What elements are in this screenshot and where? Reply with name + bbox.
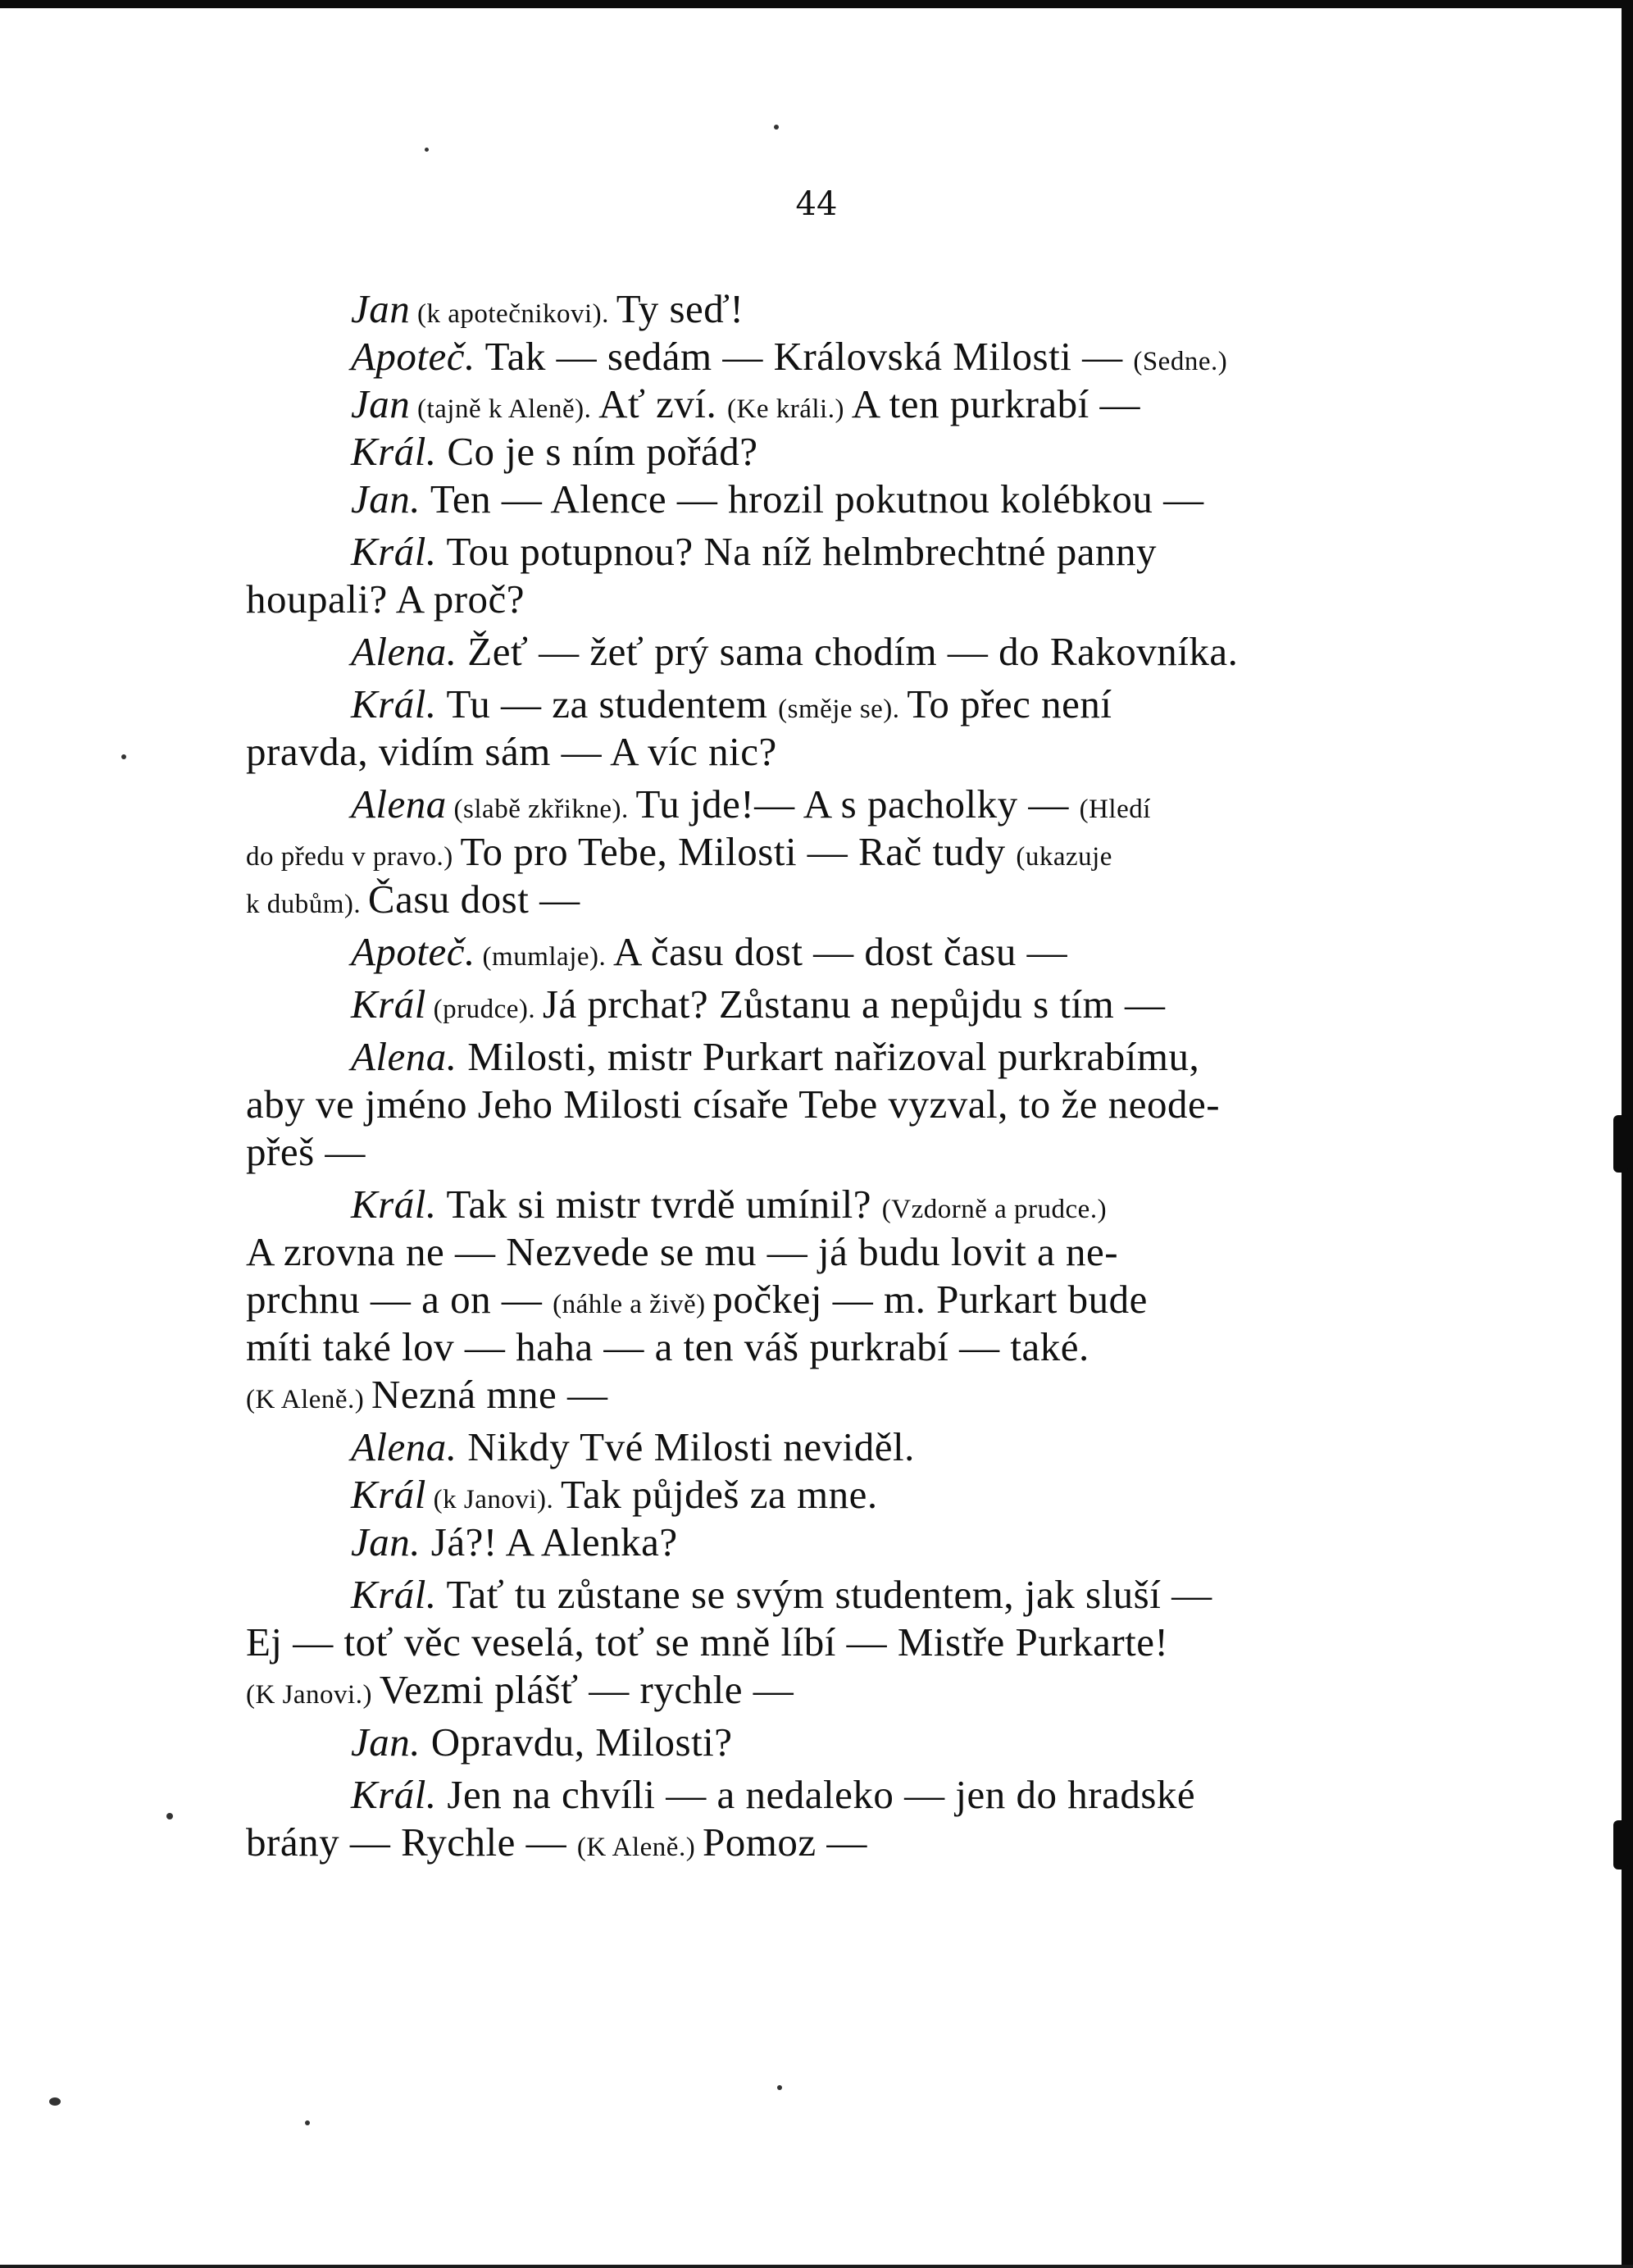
dialogue-text: Nikdy Tvé Milosti neviděl. xyxy=(457,1424,915,1469)
text-line xyxy=(246,1666,1394,1714)
scan-speck xyxy=(425,148,429,152)
stage-direction: (tajně k Aleně). xyxy=(410,394,599,424)
dialogue-text: Tak — sedám — Královská Milosti — xyxy=(475,334,1134,379)
speaker-name: Alena. xyxy=(351,1034,457,1079)
stage-direction: (Vzdorně a prudce.) xyxy=(881,1195,1108,1224)
speaker-name: Král. xyxy=(351,681,437,726)
text-line xyxy=(246,828,1394,876)
scan-border-bottom xyxy=(0,2265,1633,2268)
speaker-name: Apoteč. xyxy=(351,334,475,379)
dialogue-text: Já?! A Alenka? xyxy=(421,1519,678,1564)
text-line xyxy=(246,928,1394,976)
text-line xyxy=(246,476,1394,523)
text-line xyxy=(246,876,1394,923)
speaker-name: Alena xyxy=(351,781,447,827)
dialogue-text: pravda, vidím sám — A víc nic? xyxy=(246,729,777,774)
dialogue-text: Tu jde!— A s pacholky — xyxy=(635,781,1080,827)
speaker-name: Alena. xyxy=(351,1424,457,1469)
scan-speck xyxy=(49,2097,61,2106)
dialogue-text: A ten purkrabí — xyxy=(851,381,1141,426)
dialogue-text: A zrovna ne — Nezvede se mu — já budu lovit a ne- xyxy=(246,1229,1119,1274)
dialogue-text: Jen na chvíli — a nedaleko — jen do hradské xyxy=(436,1772,1196,1817)
dialogue-text: Tou potupnou? Na níž helmbrechtné panny xyxy=(436,529,1158,574)
text-line xyxy=(246,1128,1394,1176)
stage-direction: (Ke králi.) xyxy=(727,394,852,424)
text-line xyxy=(246,681,1394,728)
stage-direction: (slabě zkřikne). xyxy=(446,795,636,824)
speaker-name: Král. xyxy=(351,1772,437,1817)
text-line xyxy=(246,285,1394,333)
scan-speck xyxy=(774,125,779,130)
text-line xyxy=(246,1181,1394,1228)
stage-direction: (k Janovi). xyxy=(425,1485,562,1514)
stage-direction: (mumlaje). xyxy=(475,942,613,972)
text-line xyxy=(246,576,1394,623)
speaker-name: Král. xyxy=(351,1182,437,1227)
scan-speck xyxy=(777,2085,782,2090)
text-line xyxy=(246,1081,1394,1128)
dialogue-text: Já prchat? Zůstanu a nepůjdu s tím — xyxy=(542,981,1166,1027)
dialogue-text: Ej — toť věc veselá, toť se mně líbí — Mistře Purkarte! xyxy=(246,1619,1169,1665)
dialogue-text: To pro Tebe, Milosti — Rač tudy xyxy=(460,829,1017,874)
text-line xyxy=(246,1519,1394,1566)
stage-direction: (ukazuje xyxy=(1016,842,1112,872)
dialogue-text: Ať zví. xyxy=(598,381,728,426)
speaker-name: Král. xyxy=(351,529,437,574)
speaker-name: Jan. xyxy=(351,1719,421,1765)
stage-direction: (K Aleně.) xyxy=(576,1833,703,1862)
stage-direction: (prudce). xyxy=(425,995,543,1024)
text-line xyxy=(246,781,1394,828)
stage-direction: (Sedne.) xyxy=(1133,347,1228,376)
stage-direction: (K Janovi.) xyxy=(246,1680,380,1710)
text-line xyxy=(246,981,1394,1028)
scan-speck xyxy=(121,754,126,759)
scan-border-top xyxy=(0,0,1633,8)
stage-direction: (náhle a živě) xyxy=(553,1290,713,1319)
text-line xyxy=(246,1228,1394,1276)
drama-text xyxy=(246,285,1394,1866)
dialogue-text: prchnu — a on — xyxy=(246,1277,553,1322)
speaker-name: Apoteč. xyxy=(351,929,475,974)
speaker-name: Jan. xyxy=(351,1519,421,1564)
text-line xyxy=(246,628,1394,676)
text-line xyxy=(246,1819,1394,1866)
dialogue-text: Milosti, mistr Purkart nařizoval purkrabímu, xyxy=(457,1034,1200,1079)
text-line xyxy=(246,1423,1394,1471)
dialogue-text: míti také lov — haha — a ten váš purkrabí — také. xyxy=(246,1324,1089,1369)
dialogue-text: Žeť — žeť prý sama chodím — do Rakovníka. xyxy=(457,629,1239,674)
dialogue-text: Nezná mne — xyxy=(371,1372,608,1417)
text-line xyxy=(246,728,1394,776)
text-line xyxy=(246,1619,1394,1666)
dialogue-text: Tať tu zůstane se svým studentem, jak sluší — xyxy=(436,1572,1212,1617)
dialogue-text: počkej — m. Purkart bude xyxy=(712,1277,1148,1322)
page-number: 44 xyxy=(795,185,838,223)
scan-edge-mark xyxy=(1613,1115,1628,1173)
dialogue-text: Ty seď! xyxy=(616,286,744,331)
dialogue-text: Opravdu, Milosti? xyxy=(421,1719,733,1765)
text-line xyxy=(246,1323,1394,1371)
dialogue-text: houpali? A proč? xyxy=(246,576,525,622)
dialogue-text: Ten — Alence — hrozil pokutnou kolébkou — xyxy=(421,476,1204,521)
speaker-name: Král. xyxy=(351,429,437,474)
speaker-name: Král. xyxy=(351,1572,437,1617)
stage-direction: (K Aleně.) xyxy=(246,1385,372,1414)
dialogue-text: A času dost — dost času — xyxy=(613,929,1068,974)
speaker-name: Král xyxy=(351,981,426,1027)
text-line xyxy=(246,1371,1394,1419)
dialogue-text: Tak půjdeš za mne. xyxy=(561,1472,878,1517)
text-line xyxy=(246,1719,1394,1766)
stage-direction: (směje se). xyxy=(778,695,907,724)
text-line xyxy=(246,333,1394,380)
text-line xyxy=(246,1276,1394,1323)
dialogue-text: Co je s ním pořád? xyxy=(436,429,758,474)
speaker-name: Jan xyxy=(351,286,411,331)
stage-direction: (Hledí xyxy=(1079,795,1151,824)
speaker-name: Alena. xyxy=(351,629,457,674)
text-line xyxy=(246,1033,1394,1081)
text-line xyxy=(246,528,1394,576)
dialogue-text: Vezmi plášť — rychle — xyxy=(379,1667,794,1712)
dialogue-text: Pomoz — xyxy=(702,1819,867,1865)
stage-direction: (k apotečnikovi). xyxy=(410,299,616,329)
text-line xyxy=(246,428,1394,476)
text-line xyxy=(246,1471,1394,1519)
dialogue-text: Času dost — xyxy=(367,877,580,922)
dialogue-text: brány — Rychle — xyxy=(246,1819,577,1865)
speaker-name: Král xyxy=(351,1472,426,1517)
speaker-name: Jan. xyxy=(351,476,421,521)
dialogue-text: To přec není xyxy=(907,681,1112,726)
text-line xyxy=(246,1771,1394,1819)
speaker-name: Jan xyxy=(351,381,411,426)
text-line xyxy=(246,1571,1394,1619)
scan-speck xyxy=(305,2120,310,2125)
scan-edge-mark xyxy=(1613,1820,1628,1870)
dialogue-text: Tu — za studentem xyxy=(436,681,779,726)
scan-speck xyxy=(166,1813,173,1819)
stage-direction: k dubům). xyxy=(246,890,368,919)
dialogue-text: Tak si mistr tvrdě umínil? xyxy=(436,1182,882,1227)
text-line xyxy=(246,380,1394,428)
dialogue-text: přeš — xyxy=(246,1129,366,1174)
dialogue-text: aby ve jméno Jeho Milosti císaře Tebe vyzval, to že neode- xyxy=(246,1082,1221,1127)
stage-direction: do předu v pravo.) xyxy=(246,842,461,872)
